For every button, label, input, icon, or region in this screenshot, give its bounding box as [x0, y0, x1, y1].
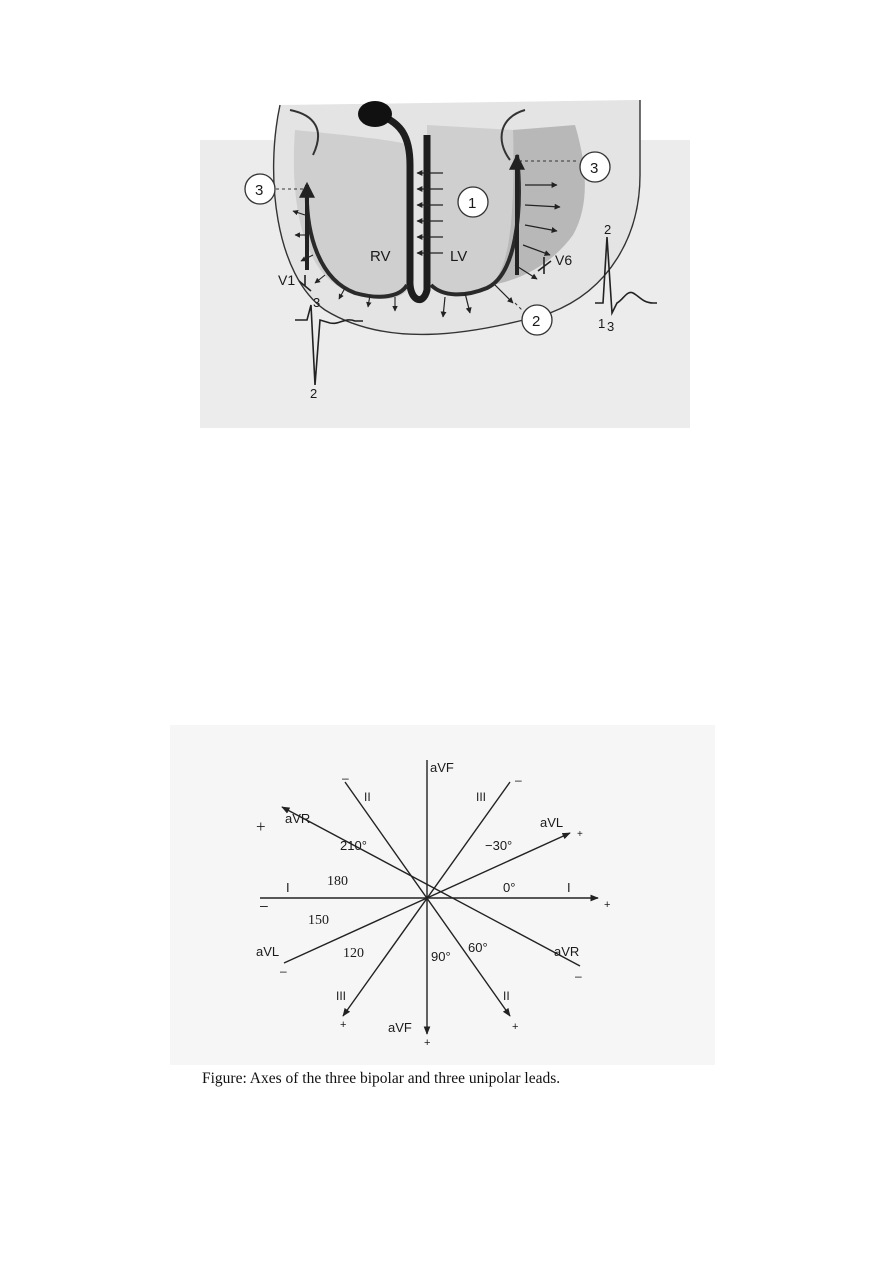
angle-150: 150 — [308, 913, 329, 928]
angle-0: 0° — [503, 880, 516, 895]
v1-label: V1 — [278, 272, 296, 288]
marker-3-left-label: 3 — [255, 182, 264, 199]
scan-background-2 — [170, 725, 715, 1065]
figure-caption: Figure: Axes of the three bipolar and three unipolar leads. — [202, 1070, 561, 1087]
label-iii-bottom: III — [336, 989, 347, 1003]
heart-conduction-diagram — [195, 85, 695, 430]
v6-wave-top-label: 2 — [604, 222, 612, 237]
label-avf-top: aVF — [430, 760, 454, 775]
av-node — [358, 101, 392, 127]
angle-minus-30: −30° — [485, 838, 513, 853]
label-avl-left: aVL — [256, 944, 280, 959]
label-i-right: I — [567, 880, 571, 895]
hexaxial-lead-diagram — [170, 710, 715, 1110]
label-avr-right: aVR — [554, 944, 580, 959]
label-ii-bottom: II — [503, 989, 510, 1003]
v1-wave-bottom-label: 2 — [310, 386, 318, 401]
angle-90: 90° — [431, 949, 451, 964]
label-avr-left: aVR — [285, 811, 311, 826]
lv-label: LV — [450, 248, 468, 265]
angle-210: 210° — [340, 838, 367, 853]
label-avf-bottom: aVF — [388, 1020, 412, 1035]
plus-avl: + — [577, 829, 583, 840]
label-iii-top: III — [476, 790, 487, 804]
angle-180: 180 — [327, 874, 348, 889]
minus-i-left: – — [260, 897, 268, 913]
marker-3-right-label: 3 — [590, 160, 599, 177]
label-ii-top: II — [364, 790, 371, 804]
v6-label: V6 — [555, 252, 573, 268]
label-i-left: I — [286, 880, 290, 895]
angle-60: 60° — [468, 940, 488, 955]
minus-avl-left: – — [280, 964, 287, 978]
plus-avr: + — [256, 817, 266, 836]
minus-iii-top: – — [515, 773, 522, 787]
marker-2-label: 2 — [532, 313, 541, 330]
minus-ii-top: – — [342, 771, 349, 785]
plus-i-right: + — [604, 899, 611, 911]
v1-wave-top-label: 3 — [313, 295, 321, 310]
minus-avr-right: – — [575, 969, 582, 983]
rv-label: RV — [370, 248, 391, 265]
v6-wave-bottom-label-1: 1 — [598, 316, 606, 331]
v6-wave-bottom-label-3: 3 — [607, 319, 615, 334]
angle-120: 120 — [343, 946, 364, 961]
plus-ii-bottom: + — [512, 1021, 519, 1033]
plus-avf-bottom: + — [424, 1037, 431, 1049]
label-avl-right: aVL — [540, 815, 564, 830]
plus-iii-bottom: + — [340, 1019, 347, 1031]
marker-1-label: 1 — [468, 195, 477, 212]
